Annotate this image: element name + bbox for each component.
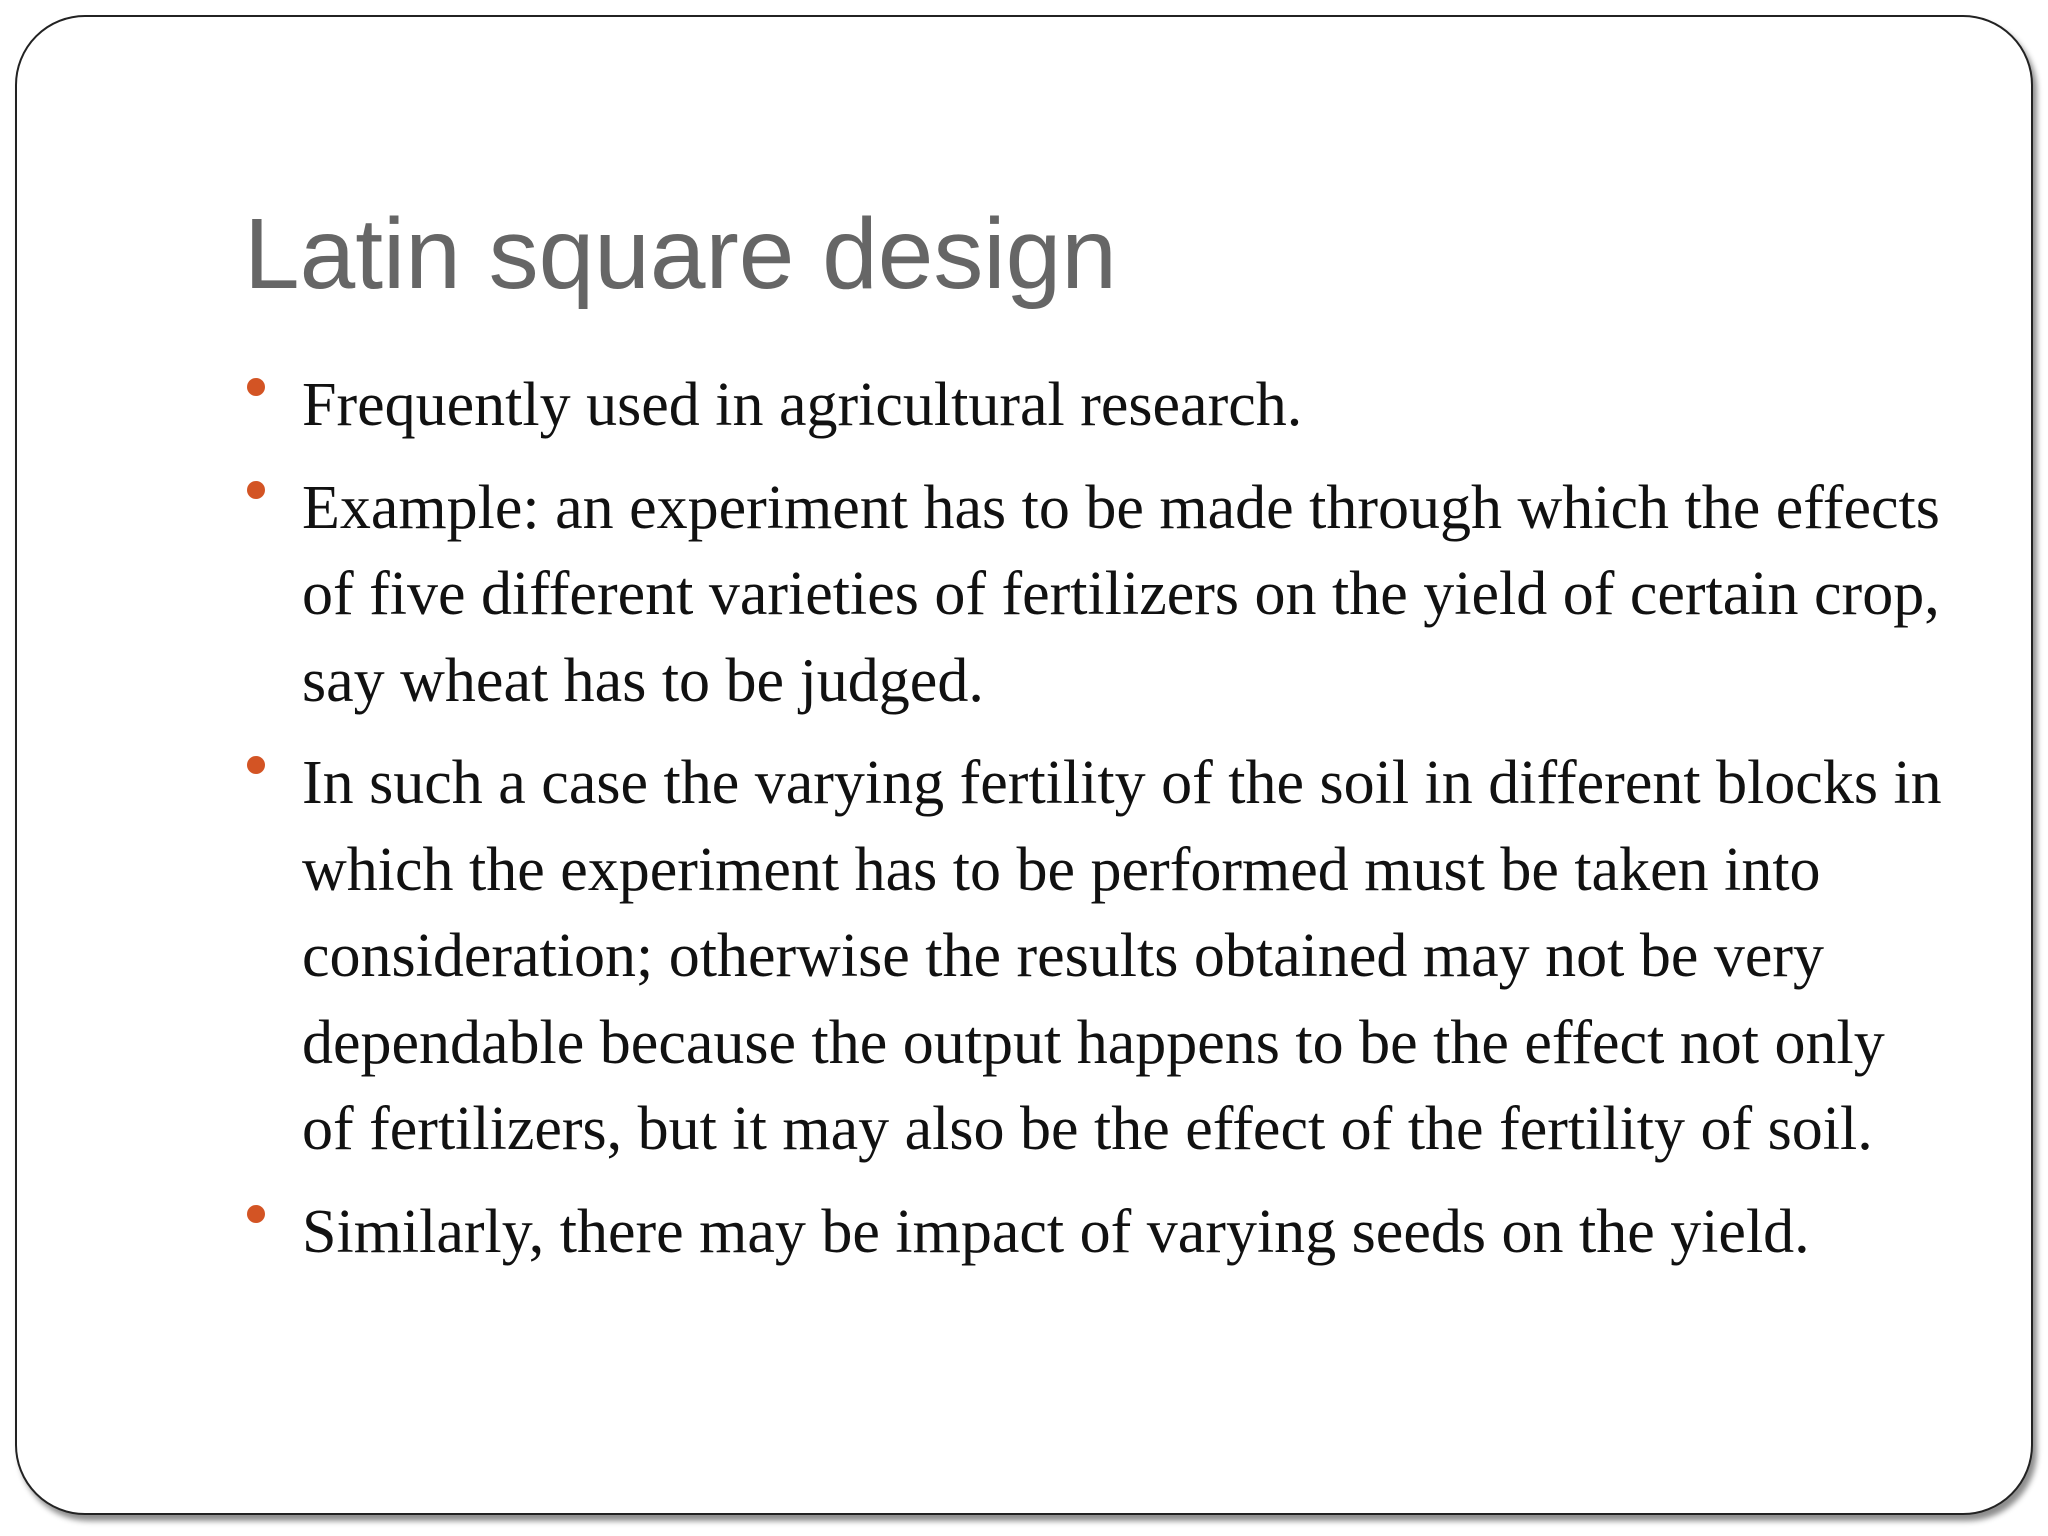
bullet-dot-icon	[247, 481, 265, 499]
bullet-item	[302, 362, 1942, 449]
bullet-list	[302, 362, 1942, 1291]
bullet-text: In such a case the varying fertility of the soil in different blocks in which the experiment has to be performed must be taken into consideration; otherwise the results obtained may not be very dependable because the output happens to be the effect not only of fertilizers, but it may also be the effect of the fertility of soil.	[302, 749, 1942, 1163]
slide-title: Latin square design	[244, 198, 1117, 310]
bullet-text: Similarly, there may be impact of varying seeds on the yield.	[302, 1197, 1810, 1266]
bullet-dot-icon	[247, 378, 265, 396]
bullet-item	[302, 740, 1942, 1173]
bullet-text: Frequently used in agricultural research.	[302, 371, 1303, 439]
bullet-text: Example: an experiment has to be made through which the effects of five different varieties of fertilizers on the yield of certain crop, say wheat has to be judged.	[302, 473, 1940, 715]
bullet-item	[302, 465, 1942, 725]
bullet-dot-icon	[247, 756, 265, 774]
slide-frame	[15, 15, 2033, 1515]
bullet-item	[302, 1189, 1942, 1276]
bullet-dot-icon	[247, 1205, 265, 1223]
